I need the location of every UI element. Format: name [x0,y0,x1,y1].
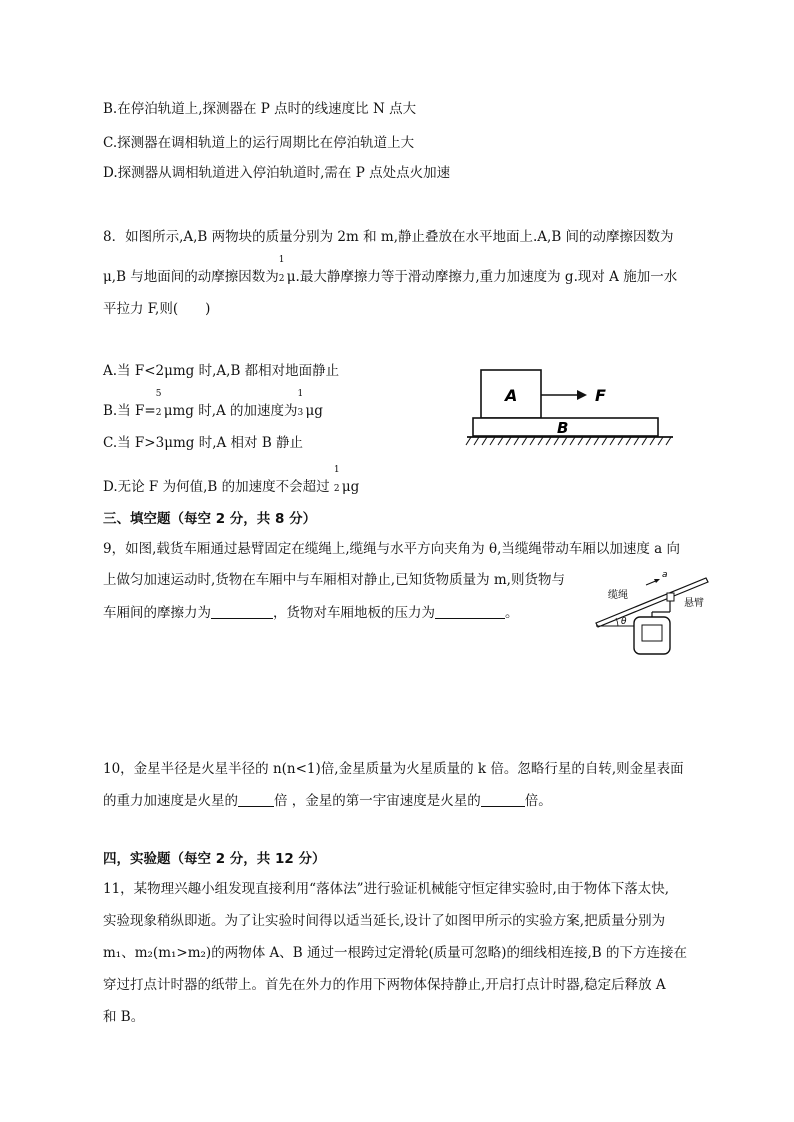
cable-car-figure [592,560,712,660]
arm-clamp [667,593,674,601]
force-arrow-head [577,390,587,400]
q8-stem-line2 [103,255,678,288]
q11-stem-line4: 穿过打点计时器的纸带上。首先在外力的作用下两物体保持静止,开启打点计时器,稳定后释放 A [103,977,666,993]
arm-label: 悬臂 [684,598,704,609]
q11-stem-line3: m₁、m₂(m₁>m₂)的两物体 A、B 通过一根跨过定滑轮(质量可忽略)的细线相连接,B 的下方连接在 [103,945,687,961]
q10-stem-line1: 10，金星半径是火星半径的 n(n<1)倍,金星质量为火星质量的 k 倍。忽略行星的自转,则金星表面 [103,761,684,777]
section-3-heading: 三、填空题（每空 2 分，共 8 分） [103,511,317,527]
force-label: F [595,386,606,405]
q8-stem-line1: 8．如图所示,A,B 两物块的质量分别为 2m 和 m,静止叠放在水平地面上.A,B 间的动摩擦因数为 [103,229,674,245]
cargo-box [642,625,662,641]
q9-stem-line3-mid: ，货物对车厢地板的压力为 [273,605,435,621]
frac-num: 5 [155,389,162,399]
q8-option-d-post: μg [341,479,360,495]
q9-stem-line1: 9，如图,载货车厢通过悬臂固定在缆绳上,缆绳与水平方向夹角为 θ,当缆绳带动车厢以加速度 a 向 [103,541,681,557]
q8-option-b-post: μg [305,403,323,419]
frac-den: 3 [297,408,304,418]
q9-stem-line3-post: 。 [505,605,519,621]
answer-blank-pressure[interactable] [435,604,505,619]
q8-stem-line2-post: μ.最大静摩擦力等于滑动摩擦力,重力加速度为 g.现对 A 施加一水 [286,269,678,285]
q10-stem-line2 [103,792,552,810]
q8-option-d-pre: D.无论 F 为何值,B 的加速度不会超过 [103,479,334,495]
q8-option-b-pre: B.当 F= [103,403,156,419]
cable-label: 缆绳 [608,590,628,601]
frac-den: 2 [155,408,162,418]
section-4-heading: 四，实验题（每空 2 分，共 12 分） [103,851,326,867]
answer-blank-velocity[interactable] [481,792,525,807]
ground-hatching [466,437,671,445]
q11-stem-line2: 实验现象稍纵即逝。为了让实验时间得以适当延长,设计了如图甲所示的实验方案,把质量分别为 [103,913,666,929]
blocks-figure [465,365,680,450]
q8-option-b-mid: μmg 时,A 的加速度为 [163,403,298,419]
q10-stem-line2-pre: 的重力加速度是火星的 [103,793,238,809]
frac-den: 2 [333,484,340,494]
q9-stem-line2: 上做匀加速运动时,货物在车厢中与车厢相对静止,已知货物质量为 m,则货物与 [103,572,565,588]
q7-option-d: D.探测器从调相轨道进入停泊轨道时,需在 P 点处点火加速 [103,165,451,181]
q8-option-d [103,465,360,498]
q11-stem-line1: 11，某物理兴趣小组发现直接利用“落体法”进行验证机械能守恒定律实验时,由于物体下落太快, [103,881,670,897]
q8-option-a: A.当 F<2μmg 时,A,B 都相对地面静止 [103,363,340,379]
frac-num: 1 [297,389,304,399]
theta-label: θ [621,617,627,627]
fraction-half [278,255,287,288]
frac-den: 2 [278,274,285,284]
accel-label: a [662,570,668,580]
fraction-third [297,389,306,422]
q8-stem-line3: 平拉力 F,则( ) [103,301,211,317]
q7-option-b: B.在停泊轨道上,探测器在 P 点时的线速度比 N 点大 [103,101,417,117]
block-a-label: A [505,386,518,405]
q10-stem-line2-post: 倍。 [524,793,552,809]
q9-stem-line3 [103,604,519,622]
q8-option-c: C.当 F>3μmg 时,A 相对 B 静止 [103,435,304,451]
q9-stem-line3-pre: 车厢间的摩擦力为 [103,605,211,621]
frac-num: 1 [278,255,285,265]
q8-stem-line2-pre: μ,B 与地面间的动摩擦因数为 [103,269,279,285]
block-b-label: B [557,419,569,437]
q8-option-b [103,389,323,422]
frac-num: 1 [333,465,340,475]
answer-blank-friction[interactable] [211,604,273,619]
q10-stem-line2-mid: 倍 ，金星的第一宇宙速度是火星的 [274,793,481,809]
fraction-half [333,465,342,498]
answer-blank-gravity[interactable] [238,792,274,807]
q11-stem-line5: 和 B。 [103,1009,145,1025]
q7-option-c: C.探测器在调相轨道上的运行周期比在停泊轨道上大 [103,135,415,151]
fraction-five-halves [155,389,164,422]
